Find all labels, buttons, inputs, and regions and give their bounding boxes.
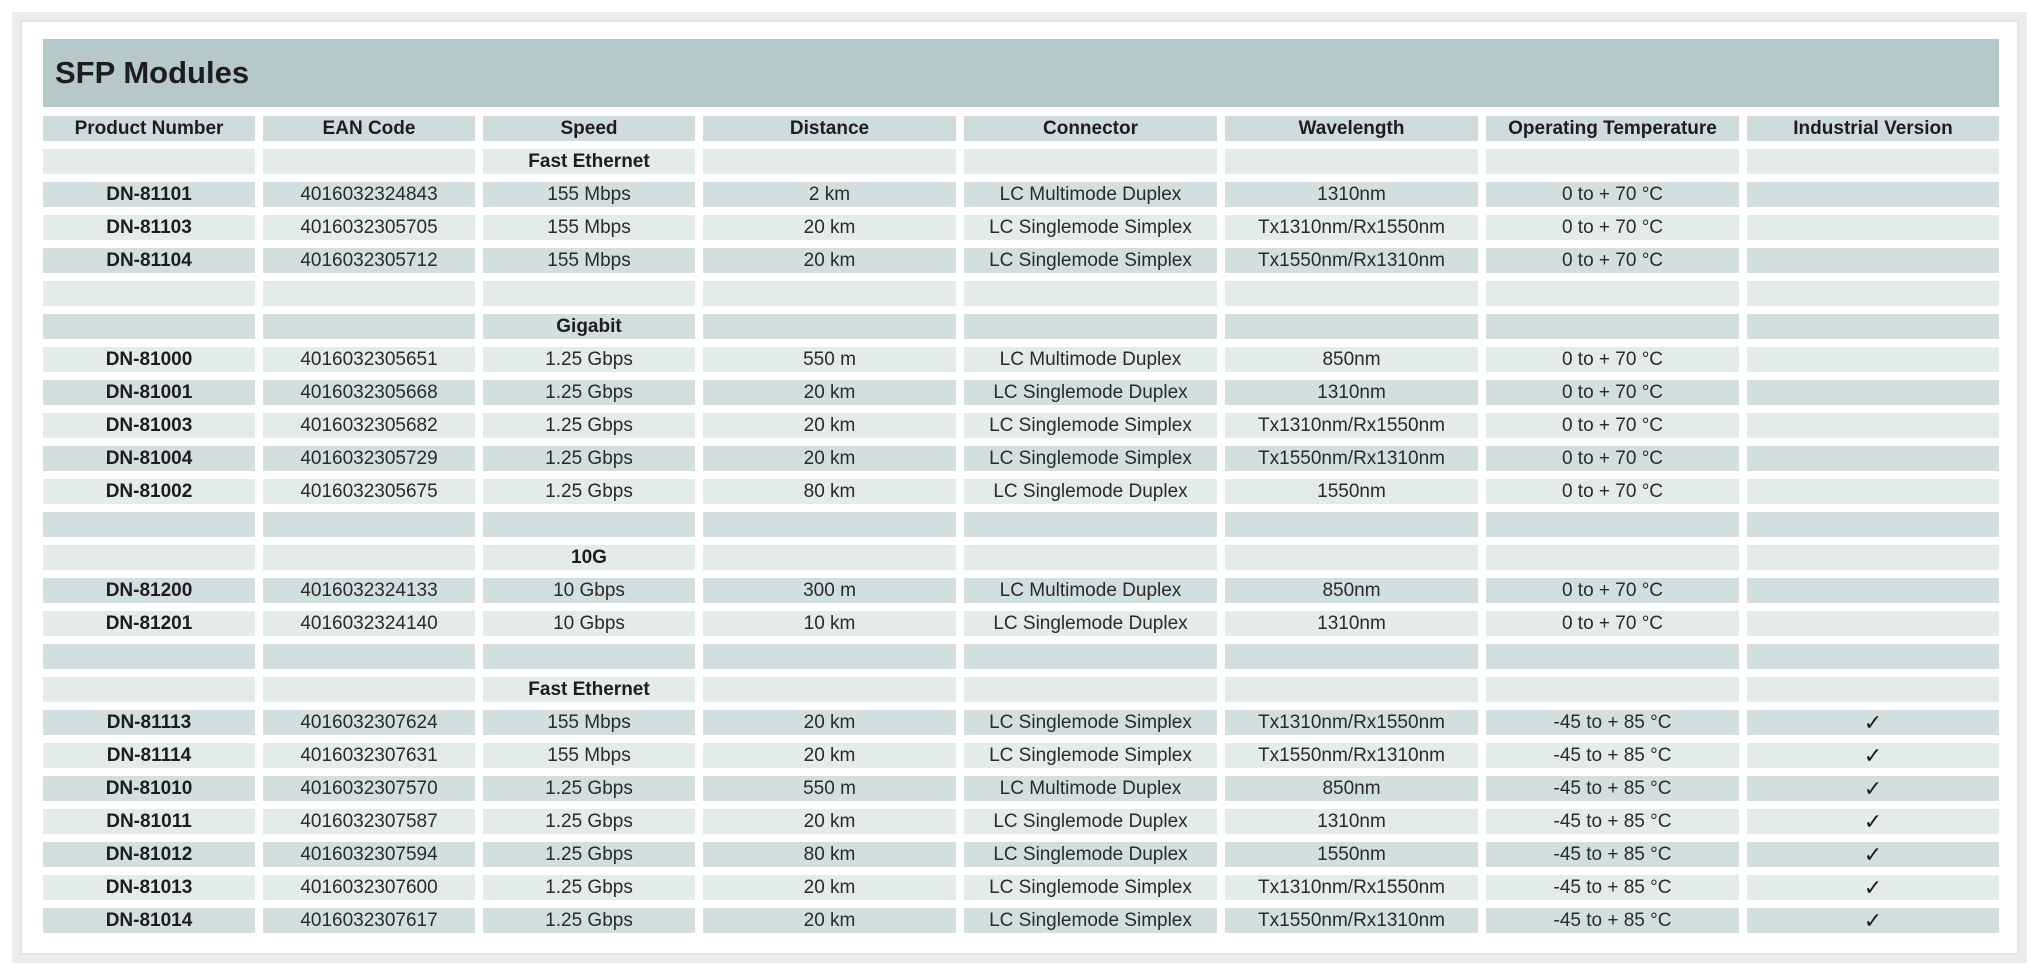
cell-ean-code: 4016032305682: [263, 413, 475, 438]
cell-ean-code: 4016032307600: [263, 875, 475, 900]
cell-distance: 20 km: [703, 215, 956, 240]
header-distance: Distance: [703, 116, 956, 141]
table-row: [43, 908, 1999, 941]
cell-wavelength: Tx1310nm/Rx1550nm: [1225, 413, 1478, 438]
empty-cell: [1747, 677, 1999, 702]
table-row: [43, 776, 1999, 809]
cell-product-number: DN-81013: [43, 875, 255, 900]
cell-product-number: DN-81012: [43, 842, 255, 867]
empty-cell: [43, 512, 255, 537]
sfp-table: [43, 116, 1999, 941]
empty-cell: [1747, 512, 1999, 537]
empty-cell: [703, 512, 956, 537]
cell-distance: 20 km: [703, 413, 956, 438]
empty-cell: [703, 644, 956, 669]
cell-connector: LC Singlemode Duplex: [964, 611, 1217, 636]
cell-wavelength: Tx1550nm/Rx1310nm: [1225, 743, 1478, 768]
cell-connector: LC Multimode Duplex: [964, 578, 1217, 603]
cell-speed: 1.25 Gbps: [483, 809, 695, 834]
section-label: Gigabit: [483, 314, 695, 339]
empty-cell: [1747, 281, 1999, 306]
cell-speed: 1.25 Gbps: [483, 776, 695, 801]
cell-speed: 1.25 Gbps: [483, 908, 695, 933]
cell-operating-temperature: -45 to + 85 °C: [1486, 776, 1739, 801]
cell-industrial-version: [1747, 413, 1999, 438]
cell-speed: 1.25 Gbps: [483, 347, 695, 372]
empty-cell: [703, 314, 956, 339]
cell-operating-temperature: -45 to + 85 °C: [1486, 710, 1739, 735]
table-row: [43, 347, 1999, 380]
cell-product-number: DN-81103: [43, 215, 255, 240]
table-row: [43, 842, 1999, 875]
empty-cell: [1225, 281, 1478, 306]
empty-cell: [964, 512, 1217, 537]
empty-cell: [483, 644, 695, 669]
cell-speed: 1.25 Gbps: [483, 875, 695, 900]
cell-speed: 1.25 Gbps: [483, 479, 695, 504]
cell-connector: LC Singlemode Simplex: [964, 743, 1217, 768]
cell-connector: LC Singlemode Duplex: [964, 479, 1217, 504]
table-row: [43, 743, 1999, 776]
cell-connector: LC Singlemode Simplex: [964, 248, 1217, 273]
empty-cell: [43, 644, 255, 669]
cell-industrial-version: [1747, 215, 1999, 240]
section-label: Fast Ethernet: [483, 149, 695, 174]
cell-speed: 1.25 Gbps: [483, 413, 695, 438]
section-row: [43, 677, 1999, 710]
empty-cell: [1225, 677, 1478, 702]
cell-industrial-version: [1747, 182, 1999, 207]
cell-ean-code: 4016032305705: [263, 215, 475, 240]
empty-cell: [1225, 314, 1478, 339]
cell-speed: 155 Mbps: [483, 710, 695, 735]
cell-distance: 20 km: [703, 380, 956, 405]
empty-cell: [1747, 644, 1999, 669]
cell-wavelength: 1310nm: [1225, 182, 1478, 207]
cell-distance: 10 km: [703, 611, 956, 636]
table-header-row: [43, 116, 1999, 149]
cell-wavelength: 1310nm: [1225, 809, 1478, 834]
cell-operating-temperature: 0 to + 70 °C: [1486, 347, 1739, 372]
cell-operating-temperature: 0 to + 70 °C: [1486, 380, 1739, 405]
cell-product-number: DN-81114: [43, 743, 255, 768]
cell-ean-code: 4016032305668: [263, 380, 475, 405]
header-connector: Connector: [964, 116, 1217, 141]
empty-cell: [1486, 149, 1739, 174]
cell-operating-temperature: -45 to + 85 °C: [1486, 875, 1739, 900]
empty-cell: [263, 644, 475, 669]
cell-product-number: DN-81011: [43, 809, 255, 834]
cell-industrial-version: [1747, 380, 1999, 405]
empty-cell: [1486, 512, 1739, 537]
cell-speed: 155 Mbps: [483, 743, 695, 768]
table-row: [43, 809, 1999, 842]
cell-speed: 155 Mbps: [483, 182, 695, 207]
header-wavelength: Wavelength: [1225, 116, 1478, 141]
cell-distance: 20 km: [703, 875, 956, 900]
empty-cell: [43, 281, 255, 306]
cell-speed: 1.25 Gbps: [483, 380, 695, 405]
empty-cell: [964, 281, 1217, 306]
cell-operating-temperature: 0 to + 70 °C: [1486, 578, 1739, 603]
empty-cell: [483, 281, 695, 306]
cell-ean-code: 4016032307631: [263, 743, 475, 768]
cell-operating-temperature: -45 to + 85 °C: [1486, 842, 1739, 867]
cell-connector: LC Singlemode Simplex: [964, 413, 1217, 438]
cell-speed: 155 Mbps: [483, 215, 695, 240]
empty-cell: [964, 545, 1217, 570]
empty-cell: [1225, 644, 1478, 669]
cell-ean-code: 4016032305651: [263, 347, 475, 372]
cell-wavelength: Tx1310nm/Rx1550nm: [1225, 710, 1478, 735]
cell-wavelength: Tx1550nm/Rx1310nm: [1225, 908, 1478, 933]
industrial-check-icon: ✓: [1747, 809, 1999, 834]
empty-cell: [43, 677, 255, 702]
cell-product-number: DN-81004: [43, 446, 255, 471]
cell-ean-code: 4016032307617: [263, 908, 475, 933]
cell-product-number: DN-81113: [43, 710, 255, 735]
cell-ean-code: 4016032305729: [263, 446, 475, 471]
cell-wavelength: Tx1550nm/Rx1310nm: [1225, 446, 1478, 471]
cell-wavelength: 850nm: [1225, 776, 1478, 801]
cell-industrial-version: [1747, 479, 1999, 504]
cell-connector: LC Singlemode Duplex: [964, 809, 1217, 834]
table-row: [43, 710, 1999, 743]
empty-cell: [1225, 149, 1478, 174]
cell-distance: 20 km: [703, 809, 956, 834]
empty-cell: [1486, 281, 1739, 306]
table-body: [43, 149, 1999, 941]
cell-ean-code: 4016032307594: [263, 842, 475, 867]
cell-distance: 80 km: [703, 479, 956, 504]
cell-ean-code: 4016032324133: [263, 578, 475, 603]
cell-wavelength: Tx1310nm/Rx1550nm: [1225, 215, 1478, 240]
cell-operating-temperature: 0 to + 70 °C: [1486, 446, 1739, 471]
table-row: [43, 182, 1999, 215]
cell-connector: LC Singlemode Simplex: [964, 215, 1217, 240]
cell-product-number: DN-81010: [43, 776, 255, 801]
empty-cell: [703, 149, 956, 174]
table-row: [43, 413, 1999, 446]
industrial-check-icon: ✓: [1747, 842, 1999, 867]
section-row: [43, 545, 1999, 578]
cell-distance: 20 km: [703, 908, 956, 933]
table-row: [43, 248, 1999, 281]
header-ean-code: EAN Code: [263, 116, 475, 141]
empty-cell: [43, 149, 255, 174]
cell-connector: LC Multimode Duplex: [964, 182, 1217, 207]
cell-connector: LC Singlemode Simplex: [964, 875, 1217, 900]
cell-operating-temperature: -45 to + 85 °C: [1486, 809, 1739, 834]
empty-cell: [1225, 512, 1478, 537]
cell-distance: 300 m: [703, 578, 956, 603]
cell-operating-temperature: 0 to + 70 °C: [1486, 479, 1739, 504]
empty-cell: [263, 677, 475, 702]
empty-cell: [1486, 677, 1739, 702]
cell-ean-code: 4016032305712: [263, 248, 475, 273]
cell-connector: LC Singlemode Simplex: [964, 710, 1217, 735]
cell-wavelength: 1310nm: [1225, 611, 1478, 636]
spacer-row: [43, 644, 1999, 677]
cell-connector: LC Multimode Duplex: [964, 347, 1217, 372]
cell-speed: 10 Gbps: [483, 578, 695, 603]
industrial-check-icon: ✓: [1747, 908, 1999, 933]
empty-cell: [1747, 149, 1999, 174]
section-label: 10G: [483, 545, 695, 570]
empty-cell: [43, 545, 255, 570]
title-bar: [43, 39, 1999, 107]
empty-cell: [703, 545, 956, 570]
table-row: [43, 380, 1999, 413]
cell-product-number: DN-81101: [43, 182, 255, 207]
industrial-check-icon: ✓: [1747, 743, 1999, 768]
cell-connector: LC Singlemode Duplex: [964, 380, 1217, 405]
cell-wavelength: 1310nm: [1225, 380, 1478, 405]
cell-distance: 2 km: [703, 182, 956, 207]
cell-wavelength: Tx1550nm/Rx1310nm: [1225, 248, 1478, 273]
cell-ean-code: 4016032307624: [263, 710, 475, 735]
empty-cell: [263, 149, 475, 174]
cell-wavelength: Tx1310nm/Rx1550nm: [1225, 875, 1478, 900]
header-speed: Speed: [483, 116, 695, 141]
cell-industrial-version: [1747, 611, 1999, 636]
empty-cell: [43, 314, 255, 339]
cell-operating-temperature: 0 to + 70 °C: [1486, 248, 1739, 273]
table-row: [43, 578, 1999, 611]
spacer-row: [43, 512, 1999, 545]
cell-speed: 10 Gbps: [483, 611, 695, 636]
cell-product-number: DN-81104: [43, 248, 255, 273]
cell-operating-temperature: 0 to + 70 °C: [1486, 215, 1739, 240]
table-row: [43, 215, 1999, 248]
table-row: [43, 446, 1999, 479]
industrial-check-icon: ✓: [1747, 710, 1999, 735]
cell-speed: 155 Mbps: [483, 248, 695, 273]
table-row: [43, 875, 1999, 908]
cell-operating-temperature: 0 to + 70 °C: [1486, 611, 1739, 636]
header-operating-temperature: Operating Temperature: [1486, 116, 1739, 141]
section-label: Fast Ethernet: [483, 677, 695, 702]
cell-wavelength: 1550nm: [1225, 479, 1478, 504]
cell-industrial-version: [1747, 578, 1999, 603]
empty-cell: [1486, 644, 1739, 669]
cell-distance: 20 km: [703, 248, 956, 273]
table-row: [43, 479, 1999, 512]
cell-operating-temperature: -45 to + 85 °C: [1486, 743, 1739, 768]
industrial-check-icon: ✓: [1747, 776, 1999, 801]
empty-cell: [964, 677, 1217, 702]
cell-product-number: DN-81001: [43, 380, 255, 405]
empty-cell: [263, 281, 475, 306]
cell-distance: 550 m: [703, 347, 956, 372]
cell-speed: 1.25 Gbps: [483, 446, 695, 471]
cell-wavelength: 850nm: [1225, 347, 1478, 372]
cell-industrial-version: [1747, 248, 1999, 273]
section-row: [43, 314, 1999, 347]
cell-speed: 1.25 Gbps: [483, 842, 695, 867]
cell-product-number: DN-81200: [43, 578, 255, 603]
cell-product-number: DN-81014: [43, 908, 255, 933]
cell-wavelength: 850nm: [1225, 578, 1478, 603]
empty-cell: [1225, 545, 1478, 570]
cell-wavelength: 1550nm: [1225, 842, 1478, 867]
page-title: SFP Modules: [55, 55, 250, 90]
cell-distance: 20 km: [703, 743, 956, 768]
empty-cell: [1747, 545, 1999, 570]
empty-cell: [964, 314, 1217, 339]
cell-ean-code: 4016032324140: [263, 611, 475, 636]
empty-cell: [964, 149, 1217, 174]
table-row: [43, 611, 1999, 644]
empty-cell: [1486, 545, 1739, 570]
empty-cell: [263, 314, 475, 339]
header-industrial-version: Industrial Version: [1747, 116, 1999, 141]
cell-connector: LC Singlemode Simplex: [964, 446, 1217, 471]
section-row: [43, 149, 1999, 182]
empty-cell: [263, 545, 475, 570]
cell-product-number: DN-81201: [43, 611, 255, 636]
industrial-check-icon: ✓: [1747, 875, 1999, 900]
empty-cell: [703, 281, 956, 306]
spacer-row: [43, 281, 1999, 314]
cell-connector: LC Singlemode Duplex: [964, 842, 1217, 867]
header-product-number: Product Number: [43, 116, 255, 141]
cell-ean-code: 4016032324843: [263, 182, 475, 207]
empty-cell: [703, 677, 956, 702]
cell-connector: LC Singlemode Simplex: [964, 908, 1217, 933]
cell-ean-code: 4016032305675: [263, 479, 475, 504]
empty-cell: [964, 644, 1217, 669]
cell-operating-temperature: 0 to + 70 °C: [1486, 413, 1739, 438]
empty-cell: [1747, 314, 1999, 339]
cell-product-number: DN-81002: [43, 479, 255, 504]
empty-cell: [1486, 314, 1739, 339]
cell-operating-temperature: 0 to + 70 °C: [1486, 182, 1739, 207]
cell-industrial-version: [1747, 347, 1999, 372]
cell-distance: 550 m: [703, 776, 956, 801]
cell-distance: 20 km: [703, 446, 956, 471]
cell-ean-code: 4016032307587: [263, 809, 475, 834]
cell-connector: LC Multimode Duplex: [964, 776, 1217, 801]
cell-product-number: DN-81003: [43, 413, 255, 438]
cell-operating-temperature: -45 to + 85 °C: [1486, 908, 1739, 933]
empty-cell: [263, 512, 475, 537]
cell-product-number: DN-81000: [43, 347, 255, 372]
cell-ean-code: 4016032307570: [263, 776, 475, 801]
cell-distance: 20 km: [703, 710, 956, 735]
cell-industrial-version: [1747, 446, 1999, 471]
cell-distance: 80 km: [703, 842, 956, 867]
empty-cell: [483, 512, 695, 537]
